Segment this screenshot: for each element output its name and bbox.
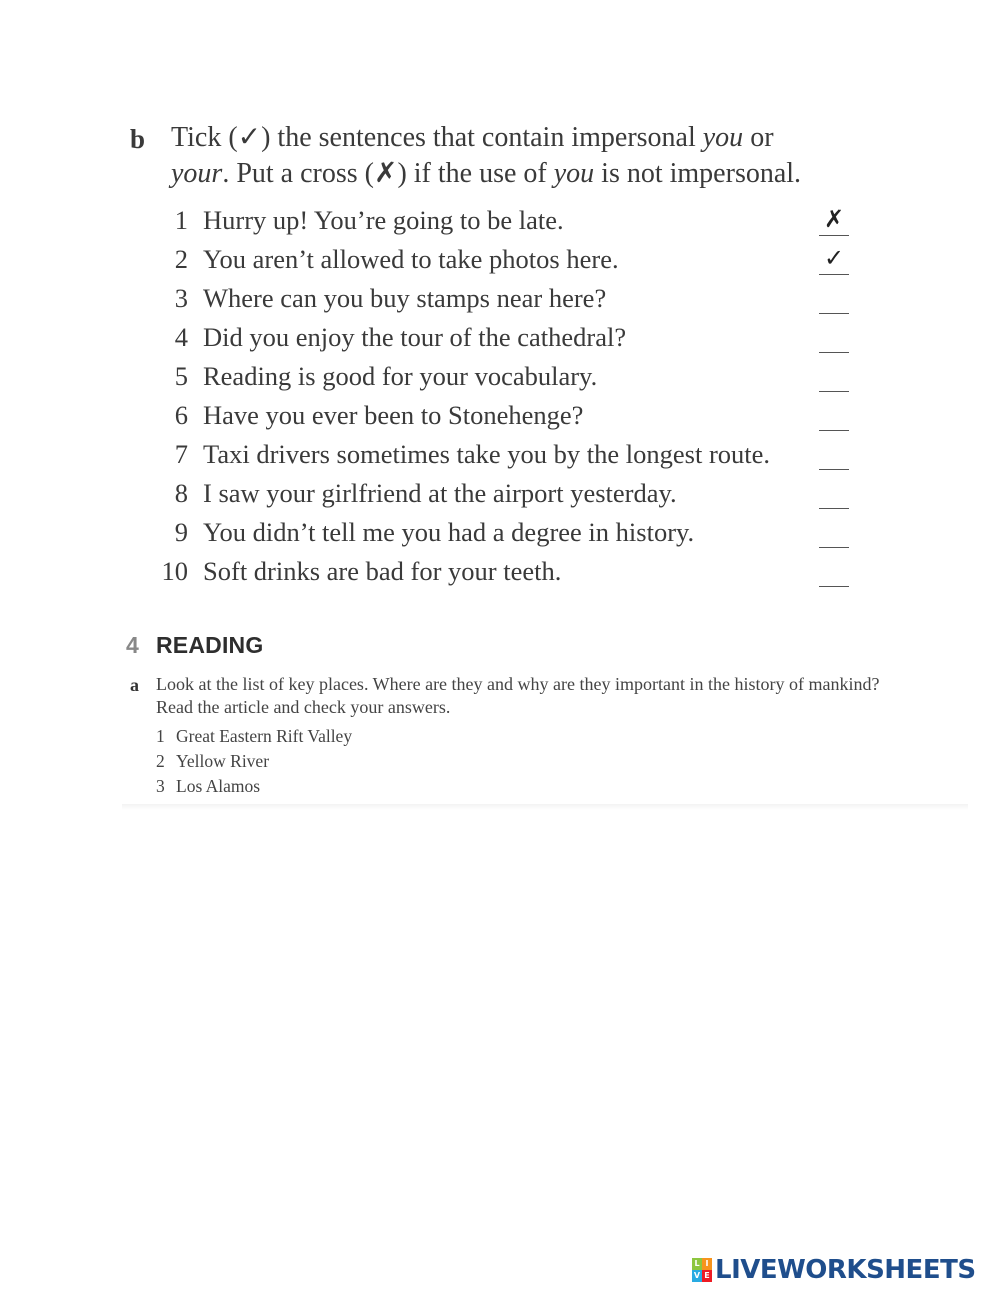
- sentence-text: You aren’t allowed to take photos here.: [203, 244, 619, 274]
- sentence-text: Where can you buy stamps near here?: [203, 283, 607, 313]
- sentence-text: Hurry up! You’re going to be late.: [203, 205, 564, 235]
- place-number: 3: [156, 776, 165, 796]
- sentence-item: [0, 357, 870, 396]
- sentence-number: 10: [161, 556, 188, 586]
- sentence-text: I saw your girlfriend at the airport yesterday.: [203, 478, 677, 508]
- sentence-number: 3: [174, 283, 188, 313]
- answer-field[interactable]: [819, 321, 849, 353]
- sentence-text: Did you enjoy the tour of the cathedral?: [203, 322, 627, 352]
- liveworksheets-logo: [692, 1254, 976, 1286]
- exercise-a-letter: a: [130, 675, 139, 695]
- sentence-item: [0, 513, 870, 552]
- instruction-line: Look at the list of key places. Where are they and why are they important in the history of mankind?: [156, 674, 880, 694]
- exercise-b-letter: b: [130, 124, 146, 154]
- sentence-text: You didn’t tell me you had a degree in history.: [203, 517, 695, 547]
- sentence-number: 9: [174, 517, 188, 547]
- answer-field[interactable]: ✓: [819, 243, 849, 275]
- sentence-item: [0, 318, 870, 357]
- page-edge-divider: [122, 804, 968, 810]
- place-number: 1: [156, 726, 165, 746]
- answer-field[interactable]: [819, 438, 849, 470]
- sentence-item: [0, 435, 870, 474]
- sentence-number: 7: [174, 439, 188, 469]
- sentence-item: [0, 396, 870, 435]
- answer-field[interactable]: [819, 516, 849, 548]
- logo-mark-icon: L I V E: [692, 1258, 712, 1282]
- sentence-item: [0, 279, 870, 318]
- answer-field[interactable]: [819, 399, 849, 431]
- exercise-b-instruction: [171, 120, 871, 192]
- sentence-text: Have you ever been to Stonehenge?: [203, 400, 584, 430]
- exercise-a-instruction: [156, 673, 976, 719]
- place-name: Los Alamos: [176, 776, 261, 796]
- instruction-line: Read the article and check your answers.: [156, 697, 451, 717]
- answer-field[interactable]: [819, 555, 849, 587]
- place-name: Great Eastern Rift Valley: [176, 726, 353, 746]
- sentence-text: Reading is good for your vocabulary.: [203, 361, 598, 391]
- answer-field[interactable]: [819, 360, 849, 392]
- sentence-number: 4: [174, 322, 188, 352]
- sentence-item: [0, 201, 870, 240]
- sentence-number: 8: [174, 478, 188, 508]
- sentence-text: Taxi drivers sometimes take you by the longest route.: [203, 439, 771, 469]
- sentence-number: 1: [174, 205, 188, 235]
- sentence-item: [0, 552, 870, 591]
- instruction-emphasis: you: [553, 158, 595, 189]
- instruction-emphasis: you: [702, 122, 744, 153]
- section-number: 4: [126, 632, 139, 658]
- sentence-text: Soft drinks are bad for your teeth.: [203, 556, 562, 586]
- sentence-number: 2: [174, 244, 188, 274]
- answer-field[interactable]: [819, 282, 849, 314]
- sentence-number: 6: [174, 400, 188, 430]
- place-number: 2: [156, 751, 165, 771]
- instruction-text: is not impersonal.: [594, 158, 802, 189]
- sentence-number: 5: [174, 361, 188, 391]
- instruction-text: Tick (✓) the sentences that contain impersonal: [171, 122, 703, 153]
- sentence-item: [0, 474, 870, 513]
- section-title: READING: [156, 632, 264, 658]
- instruction-emphasis: your: [171, 158, 223, 189]
- answer-field[interactable]: ✗: [819, 204, 849, 236]
- sentence-item: [0, 240, 870, 279]
- logo-text: LIVEWORKSHEETS: [715, 1255, 976, 1285]
- place-name: Yellow River: [176, 751, 270, 771]
- instruction-text: . Put a cross (✗) if the use of: [222, 158, 554, 189]
- instruction-text: or: [743, 122, 774, 153]
- answer-field[interactable]: [819, 477, 849, 509]
